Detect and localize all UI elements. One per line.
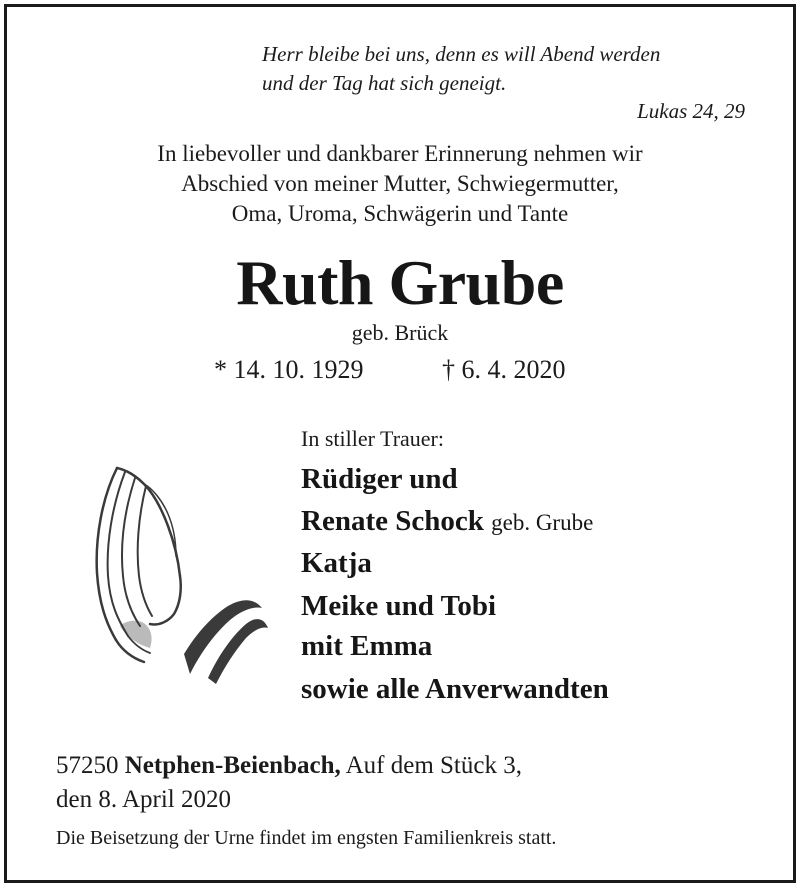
address-street: Auf dem Stück 3, (345, 752, 522, 779)
death-date: † 6. 4. 2020 (442, 355, 566, 384)
date-line: den 8. April 2020 (56, 786, 231, 813)
intro-line-3: Oma, Uroma, Schwägerin und Tante (231, 201, 569, 226)
intro-line-2: Abschied von meiner Mutter, Schwiegermutter, (181, 171, 619, 196)
mourner-name: Renate Schock (301, 505, 484, 537)
bible-verse-line-1: Herr bleibe bei uns, denn es will Abend werden (262, 42, 661, 66)
address-line (56, 752, 522, 780)
birth-name: geb. Brück (351, 320, 449, 345)
mourner-name: Katja (301, 547, 372, 579)
burial-notice: Die Beisetzung der Urne findet im engsten Familienkreis statt. (56, 827, 557, 849)
bible-verse-reference: Lukas 24, 29 (637, 99, 745, 123)
intro-line-1: In liebevoller und dankbarer Erinnerung nehmen wir (157, 141, 643, 166)
praying-hands-icon (92, 458, 272, 688)
birth-date: * 14. 10. 1929 (214, 355, 364, 384)
mourner-name: Meike und Tobi (301, 590, 497, 622)
mourner-line (301, 673, 609, 706)
bible-verse-line-2: und der Tag hat sich geneigt. (262, 71, 507, 95)
mourner-birth-name: geb. Grube (491, 510, 594, 535)
mourner-name: Rüdiger und (301, 463, 458, 495)
address-zip: 57250 (56, 752, 119, 779)
mourners-label: In stiller Trauer: (301, 426, 444, 451)
mourner-line (301, 463, 458, 496)
mourner-line (301, 547, 372, 580)
address-place: Netphen-Beienbach, (124, 752, 341, 779)
mourner-line (301, 630, 432, 663)
mourner-line (301, 590, 496, 623)
mourner-name: mit Emma (301, 630, 433, 662)
mourner-name: sowie alle Anverwandten (301, 673, 609, 705)
deceased-name: Ruth Grube (236, 247, 564, 318)
mourner-line (301, 505, 593, 538)
